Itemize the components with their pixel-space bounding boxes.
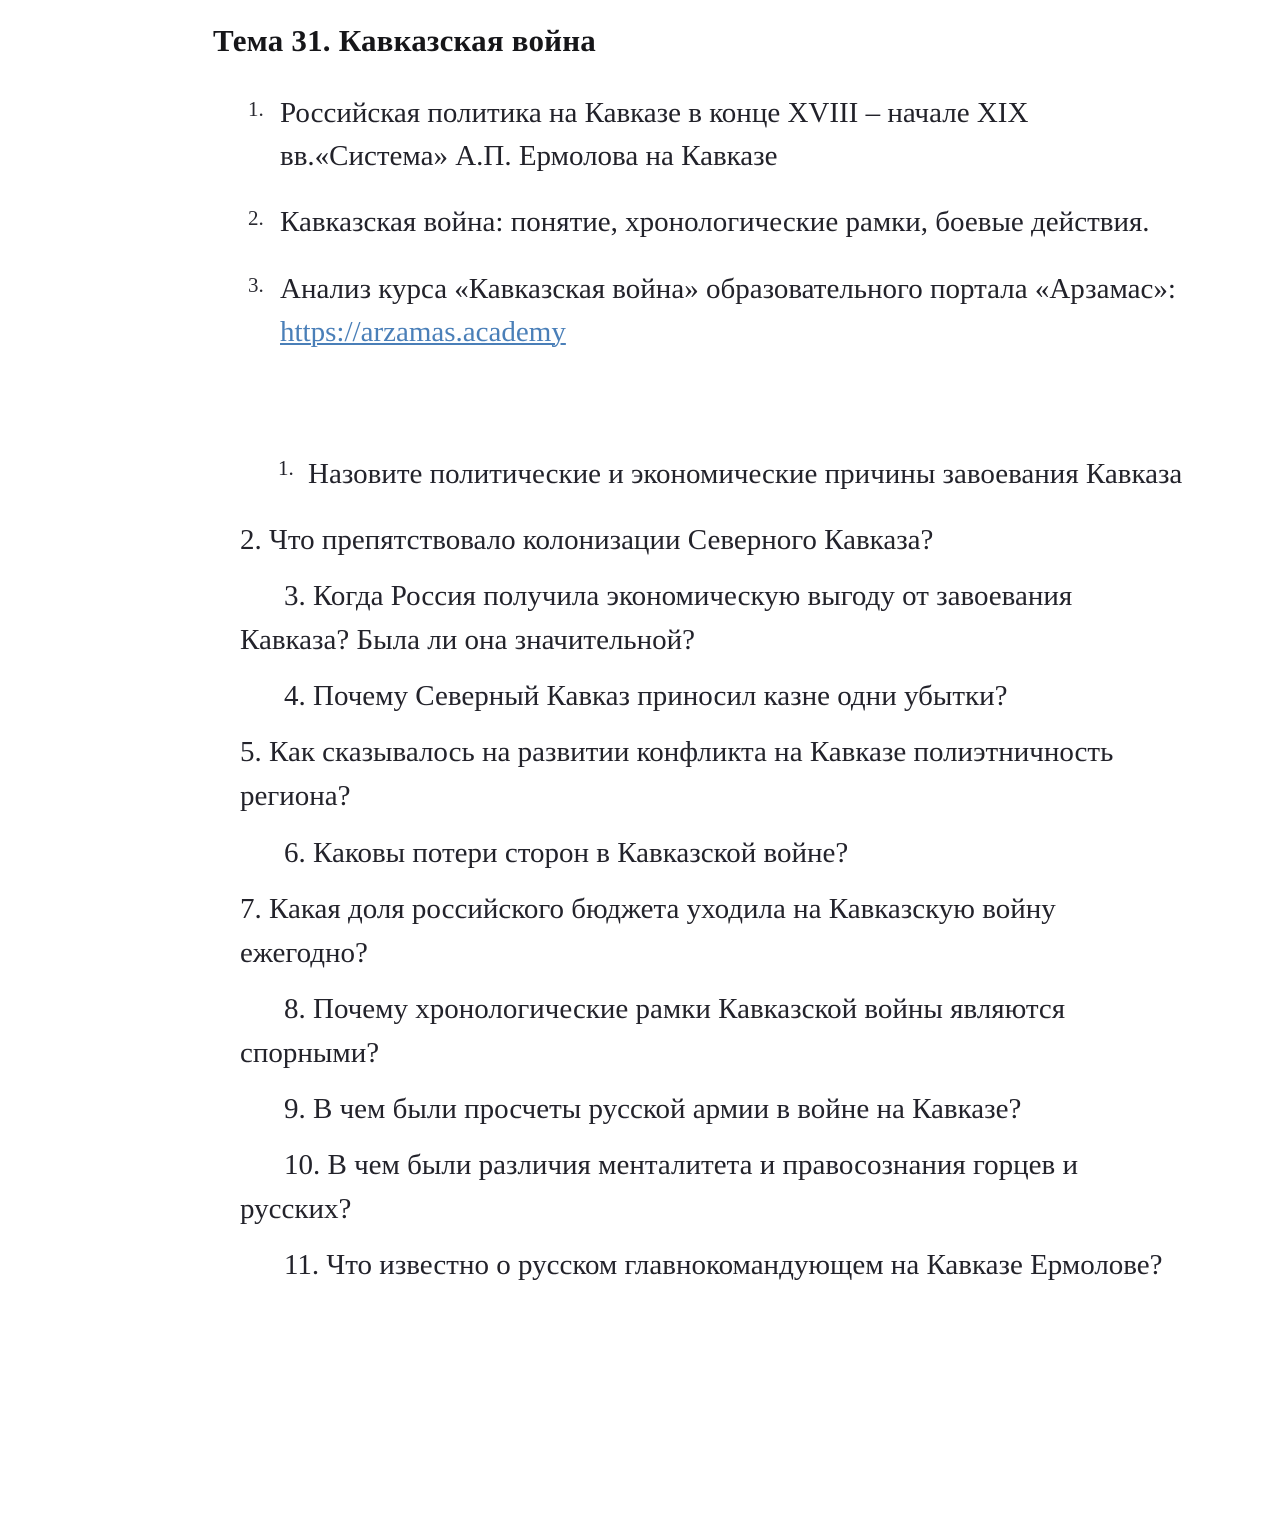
outline-item-1-text: Российская политика на Кавказе в конце XVIII – начале XIX вв.«Система» А.П. Ермолова на Кавказе: [280, 97, 1029, 172]
outline-item-3-text: [280, 268, 1178, 353]
question-item-1-text: Назовите политические и экономические причины завоевания Кавказа: [308, 458, 1183, 490]
question-item-8: 8. Почему хронологические рамки Кавказской войны являются спорными?: [240, 992, 1066, 1069]
question-item-4: 4. Почему Северный Кавказ приносил казне одни убытки?: [284, 680, 1008, 713]
question-item-1-marker: 1.: [278, 456, 294, 480]
outline-item-2-marker: 2.: [248, 206, 264, 231]
question-item-1: [278, 452, 1185, 496]
outline-item-3-marker: 3.: [248, 272, 264, 297]
page-title: Тема 31. Кавказская война: [213, 23, 596, 58]
outline-item-2: [248, 201, 1178, 244]
outline-item-1-marker: 1.: [248, 97, 264, 121]
question-item-2: 2. Что препятствовало колонизации Северного Кавказа?: [240, 524, 934, 557]
question-item-6: 6. Каковы потери сторон в Кавказской войне?: [284, 836, 849, 869]
question-item-11: 11. Что известно о русском главнокомандующем на Кавказе Ермолове?: [284, 1249, 1163, 1282]
question-item-5: 5. Как сказывалось на развитии конфликта на Кавказе полиэтничность региона?: [240, 736, 1114, 813]
topic-outline-list: [248, 92, 1178, 353]
question-item-9: 9. В чем были просчеты русской армии в войне на Кавказе?: [284, 1092, 1022, 1125]
question-item-3: 3. Когда Россия получила экономическую выгоду от завоевания Кавказа? Была ли она значительной?: [240, 580, 1073, 657]
outline-item-3: [248, 268, 1178, 353]
outline-item-3-lead-text: Анализ курса «Кавказская война» образовательного портала «Арзамас»:: [280, 272, 1176, 305]
arzamas-academy-link[interactable]: https://arzamas.academy: [280, 315, 566, 348]
outline-item-1: [248, 92, 1178, 177]
question-item-10: 10. В чем были различия менталитета и правосознания горцев и русских?: [240, 1149, 1078, 1226]
question-item-7: 7. Какая доля российского бюджета уходила на Кавказскую войну ежегодно?: [240, 892, 1056, 969]
questions-list: [240, 452, 1185, 1299]
outline-item-2-text: Кавказская война: понятие, хронологические рамки, боевые действия.: [280, 206, 1150, 239]
